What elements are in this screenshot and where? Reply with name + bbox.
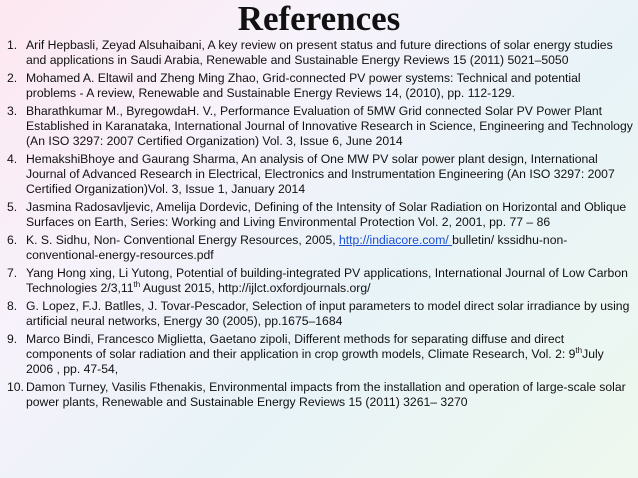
reference-item	[7, 266, 633, 296]
reference-item	[7, 380, 633, 410]
reference-link[interactable]: http://indiacore.com/	[339, 233, 453, 247]
reference-text: Marco Bindi, Francesco Miglietta, Gaetano zipoli, Different methods for separating diffuse and direct components of solar radiation and their application in crop growth models, Climate Research, Vol. 2: 9	[26, 332, 576, 361]
reference-text: Bharathkumar M., ByregowdaH. V., Performance Evaluation of 5MW Grid connected Solar PV Power Plant Established in Karanataka, International Journal of Innovative Research in Science, Engineering and Technology (An ISO 3297: 2007 Certified Organization) Vol. 3, Issue 6, June 2014	[26, 104, 633, 148]
reference-text: August 2015, http://ijlct.oxfordjournals.org/	[140, 281, 371, 295]
reference-list	[7, 38, 633, 413]
reference-item	[7, 200, 633, 230]
slide-title: References	[237, 0, 401, 38]
reference-item	[7, 104, 633, 149]
reference-item	[7, 71, 633, 101]
reference-number: 4.	[7, 152, 18, 166]
reference-number: 1.	[7, 38, 18, 52]
reference-item	[7, 233, 633, 263]
reference-item	[7, 299, 633, 329]
reference-item	[7, 332, 633, 377]
reference-text: Arif Hepbasli, Zeyad Alsuhaibani, A key review on present status and future directions of solar energy studies and applications in Saudi Arabia, Renewable and Sustainable Energy Reviews 15 (2011) 5021–5050	[26, 38, 613, 67]
reference-text: HemakshiBhoye and Gaurang Sharma, An analysis of One MW PV solar power plant design, International Journal of Advanced Research in Electrical, Electronics and Instrumentation Engineering (An ISO 3297: 2007 Certified Organization)Vol. 3, Issue 1, January 2014	[26, 152, 615, 196]
superscript: th	[133, 279, 141, 289]
superscript: th	[575, 345, 583, 355]
reference-text: Yang Hong xing, Li Yutong, Potential of building-integrated PV applications, International Journal of Low Carbon Technologies 2/3,11	[26, 266, 628, 295]
reference-number: 6.	[7, 233, 18, 247]
reference-text: July 2006 , pp. 47-54,	[26, 347, 604, 376]
reference-number: 9.	[7, 332, 18, 346]
reference-item	[7, 38, 633, 68]
reference-number: 5.	[7, 200, 18, 214]
reference-text: Damon Turney, Vasilis Fthenakis, Environmental impacts from the installation and operation of large-scale solar power plants, Renewable and Sustainable Energy Reviews 15 (2011) 3261– 3270	[26, 380, 626, 409]
reference-text: Jasmina Radosavljevic, Amelija Dordevic, Defining of the Intensity of Solar Radiation on Horizontal and Oblique Surfaces on Earth, Series: Working and Living Environmental Protection Vol. 2, 2001, pp. 77 – 86	[26, 200, 627, 229]
reference-item	[7, 152, 633, 197]
reference-number: 8.	[7, 299, 18, 313]
reference-number: 3.	[7, 104, 18, 118]
reference-text: G. Lopez, F.J. Batlles, J. Tovar-Pescador, Selection of input parameters to model direct solar irradiance by using artificial neural networks, Energy 30 (2005), pp.1675–1684	[26, 299, 630, 328]
reference-text: K. S. Sidhu, Non- Conventional Energy Resources, 2005,	[26, 233, 339, 247]
reference-text: bulletin/ kssidhu-non-conventional-energy-resources.pdf	[26, 233, 568, 262]
reference-number: 2.	[7, 71, 18, 85]
reference-number: 7.	[7, 266, 18, 280]
reference-text: Mohamed A. Eltawil and Zheng Ming Zhao, Grid-connected PV power systems: Technical and potential problems - A review, Renewable and Sustainable Energy Reviews 14, (2010), pp. 112-129.	[26, 71, 581, 100]
reference-number: 10.	[7, 380, 24, 394]
